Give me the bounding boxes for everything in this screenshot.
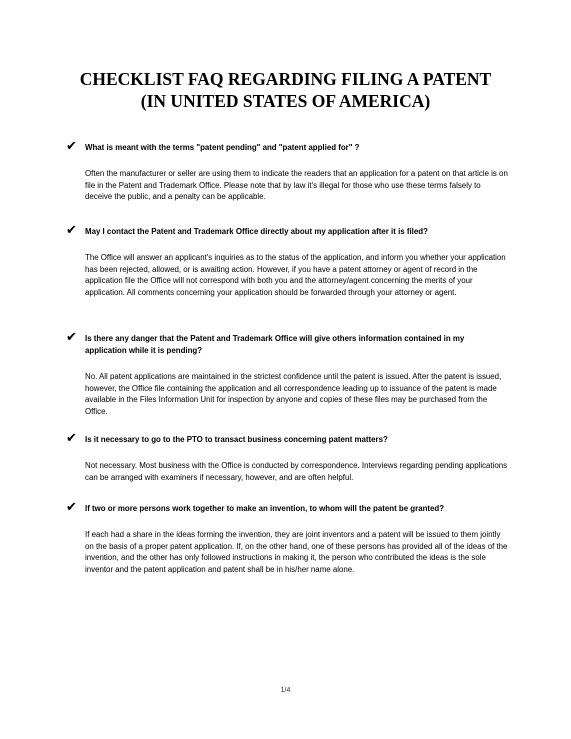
faq-answer: The Office will answer an applicant's inquiries as to the status of the application, and inform you whether your application has been rejected, allowed, or is awaiting action. However, if you have a patent attorney or agent of record in the application file the Office will not correspond with both you and the attorney/agent concerning the merits of your application. All comments concerning your application should be forwarded through your attorney or agent. [85, 253, 506, 297]
page-number: 1/4 [280, 687, 291, 694]
faq-item [0, 500, 571, 575]
checkmark-icon: ✔ [66, 139, 77, 154]
checkmark-icon: ✔ [66, 330, 77, 345]
faq-item [0, 223, 571, 333]
faq-answer: No. All patent applications are maintained in the strictest confidence until the patent is issued. After the patent is issued, however, the Office file containing the application and all correspondence leading up to issuance of the patent is made available in the Files Information Unit for inspection by anyone and copies of these files may be purchased from the Office. [85, 372, 502, 416]
faq-question: Is it necessary to go to the PTO to transact business concerning patent matters? [85, 435, 388, 444]
faq-question: If two or more persons work together to make an invention, to whom will the patent be granted? [85, 504, 445, 513]
checkmark-icon: ✔ [66, 223, 77, 238]
faq-answer: Not necessary. Most business with the Office is conducted by correspondence. Interviews regarding pending applications can be arranged with examiners if necessary, however, and are often helpful. [85, 461, 508, 482]
faq-item [0, 330, 571, 434]
faq-question: What is meant with the terms "patent pending" and "patent applied for" ? [85, 143, 360, 152]
checkmark-icon: ✔ [66, 500, 77, 515]
faq-question: May I contact the Patent and Trademark Office directly about my application after it is filed? [85, 227, 428, 236]
faq-list [0, 139, 571, 575]
faq-answer: Often the manufacturer or seller are using them to indicate the readers that an application for a patent on that article is on file in the Patent and Trademark Office. Please note that by law it's illegal for those who use these terms falsely to deceive the public, and a penalty can be applicable. [85, 169, 508, 202]
title-line-2: (IN UNITED STATES OF AMERICA) [140, 91, 431, 111]
faq-question: Is there any danger that the Patent and Trademark Office will give others information contained in my application while it is pending? [85, 334, 465, 355]
document-title [0, 68, 571, 112]
faq-item [0, 139, 571, 226]
faq-item [0, 431, 571, 503]
faq-answer: If each had a share in the ideas forming the invention, they are joint inventors and a patent will be issued to them jointly on the basis of a proper patent application. If, on the other hand, one of these persons has provided all of the ideas of the invention, and the other has only followed instructions in making it, the person who contributed the ideas is the sole inventor and the patent application and patent shall be in his/her name alone. [85, 530, 508, 574]
title-line-1: CHECKLIST FAQ REGARDING FILING A PATENT [79, 69, 492, 89]
checkmark-icon: ✔ [66, 431, 77, 446]
